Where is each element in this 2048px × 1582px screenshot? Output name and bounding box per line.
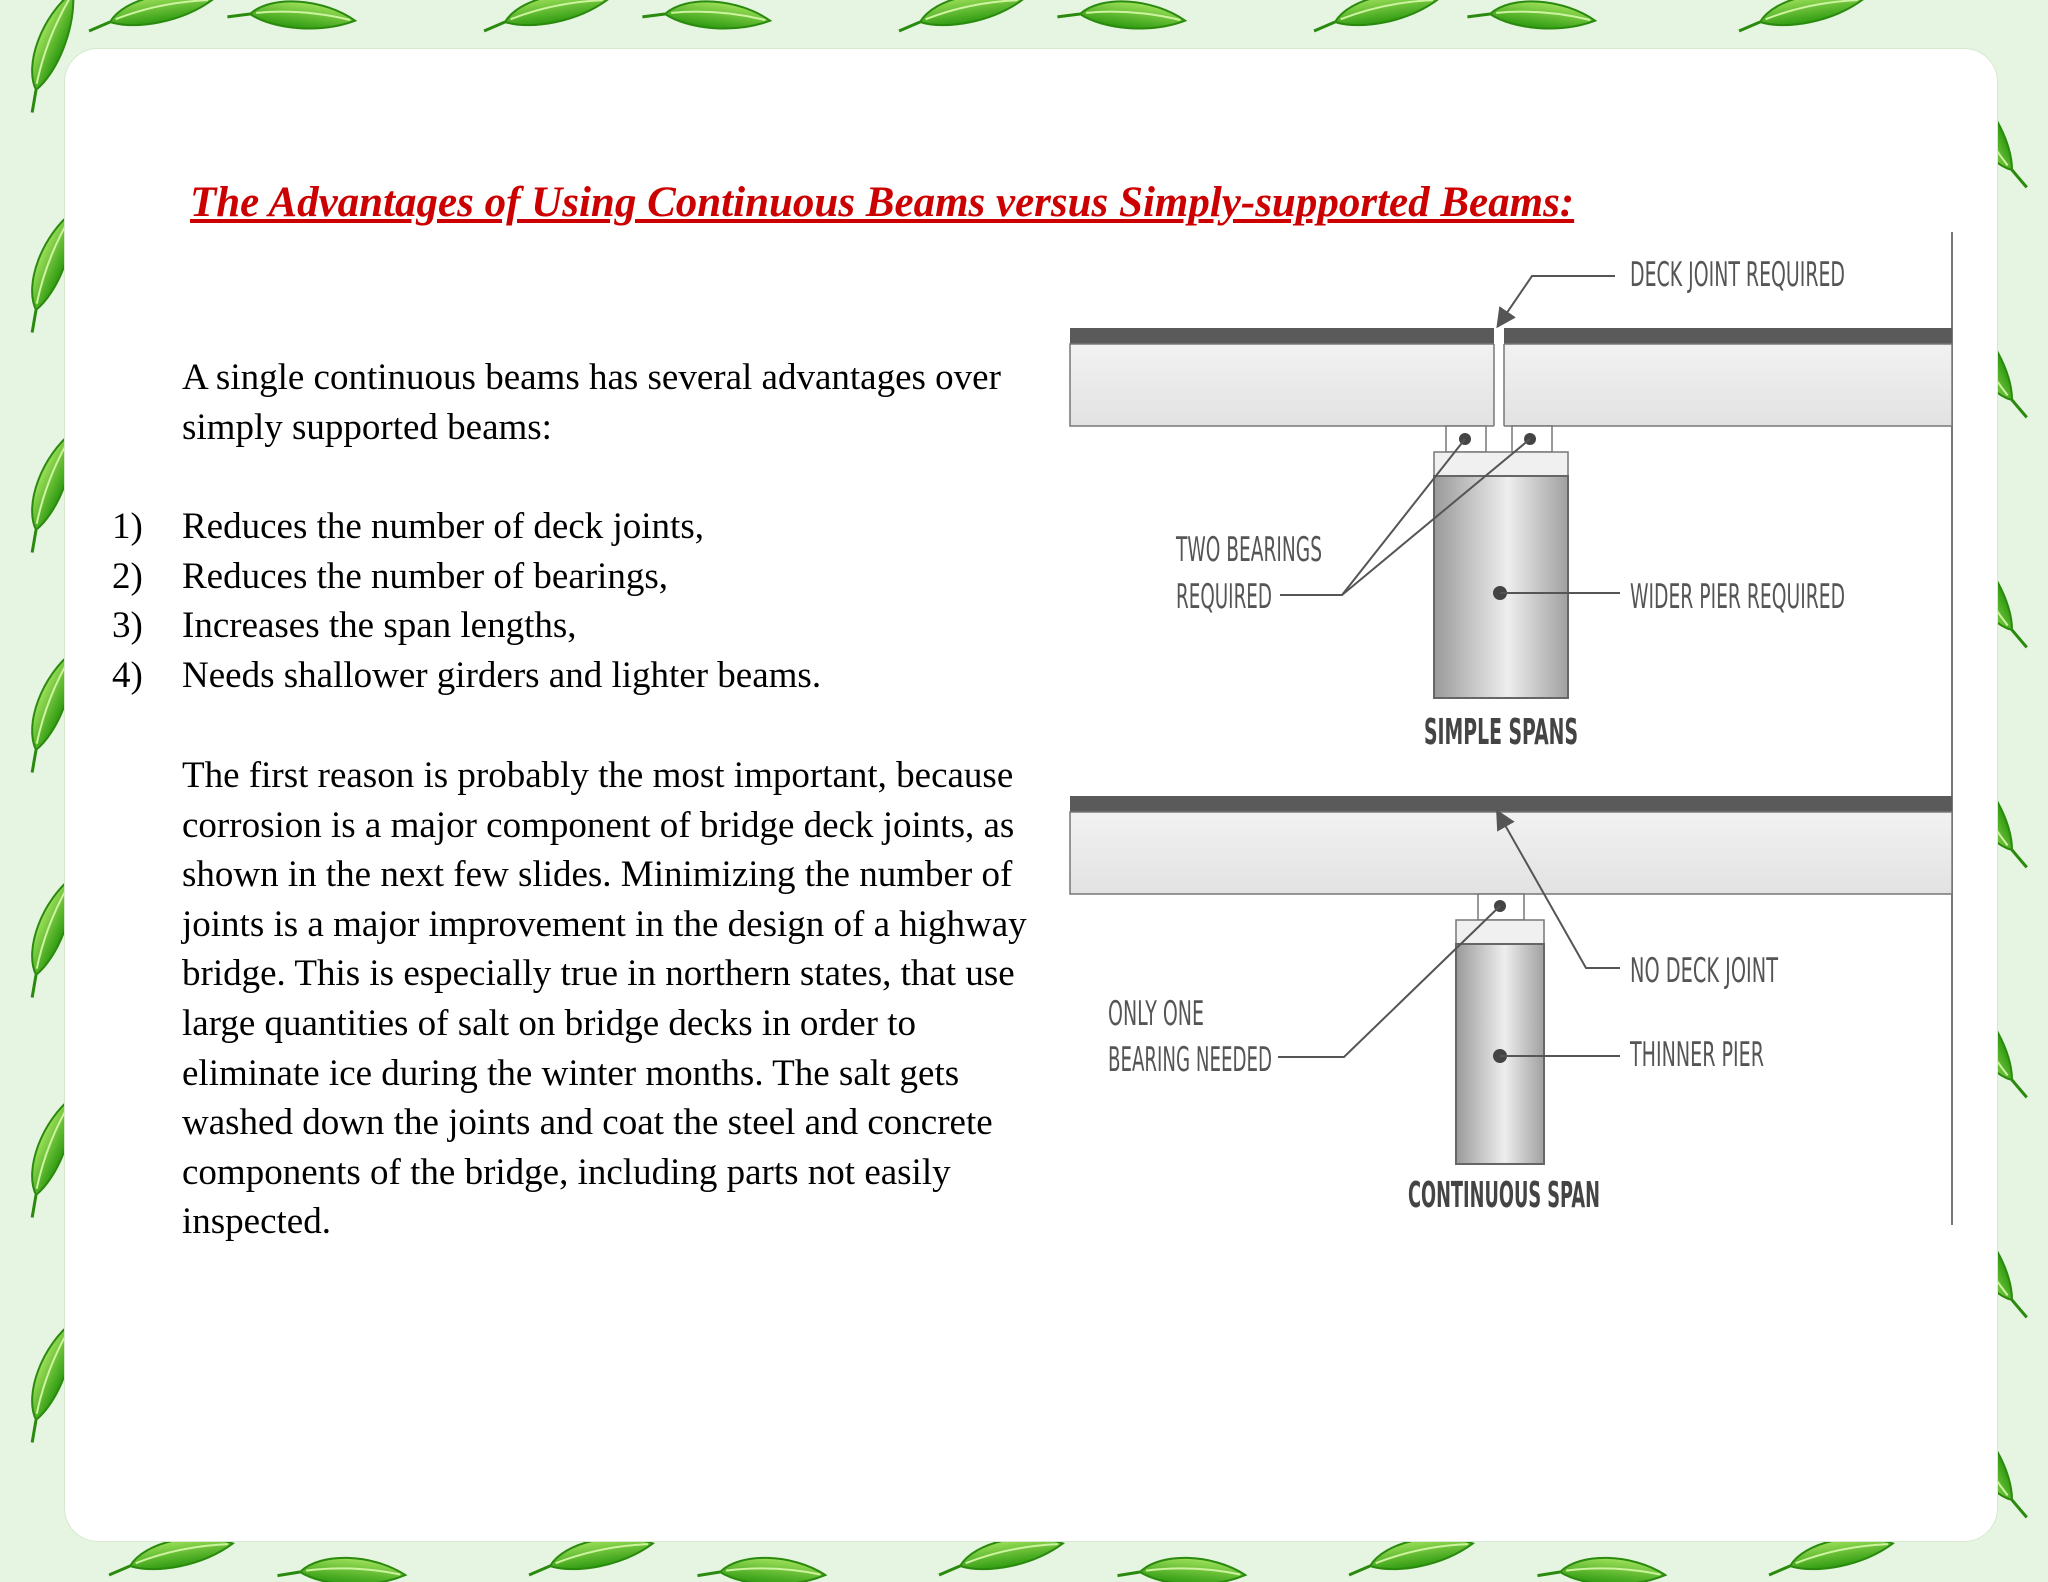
- no-deck-joint-label: NO DECK JOINT: [1630, 951, 1779, 991]
- intro-paragraph: A single continuous beams has several advantages over simply supported beams:: [182, 357, 1001, 448]
- advantage-text: Needs shallower girders and lighter beams.: [182, 654, 822, 696]
- simple-spans-caption: SIMPLE SPANS: [1424, 712, 1578, 753]
- continuous-span-caption: CONTINUOUS SPAN: [1408, 1175, 1600, 1216]
- thinner-pier-label: THINNER PIER: [1629, 1035, 1764, 1075]
- bearing-needed-label: BEARING NEEDED: [1108, 1040, 1272, 1080]
- simple-spans-diagram: [1070, 255, 1952, 753]
- advantage-number: 1): [112, 506, 143, 547]
- deck-joint-leader: [1502, 276, 1615, 320]
- deck-joint-gap: [1494, 326, 1504, 428]
- continuous-deck-surface: [1070, 796, 1952, 812]
- deck-joint-required-label: DECK JOINT REQUIRED: [1630, 255, 1845, 295]
- advantage-text: Increases the span lengths,: [182, 605, 577, 647]
- body-paragraph: The first reason is probably the most important, because corrosion is a major component of bridge deck joints, as shown in the next few slides. Minimizing the number of joints is a major improvement in the design of a highway bridge. This is especially true in northern states, that use large quantities of salt on bridge decks in order to eliminate ice during the winter months. The salt gets washed down the joints and coat the steel and concrete components of the bridge, including parts not easily inspected.: [182, 755, 1027, 1243]
- simple-deck-surface: [1070, 328, 1952, 344]
- required-label: REQUIRED: [1176, 577, 1272, 617]
- advantage-number: 3): [112, 605, 143, 647]
- advantage-text: Reduces the number of bearings,: [182, 555, 668, 597]
- simple-deck-slab: [1070, 344, 1952, 426]
- only-one-label: ONLY ONE: [1108, 994, 1204, 1034]
- slide-title: The Advantages of Using Continuous Beams versus Simply-supported Beams:: [190, 179, 1575, 226]
- wider-pier-label: WIDER PIER REQUIRED: [1630, 577, 1845, 617]
- continuous-deck-slab: [1070, 812, 1952, 894]
- continuous-span-diagram: [1070, 796, 1952, 1216]
- continuous-pier-cap: [1456, 920, 1544, 944]
- two-bearings-label: TWO BEARINGS: [1175, 530, 1322, 570]
- advantage-number: 4): [112, 654, 143, 696]
- advantage-number: 2): [112, 555, 143, 597]
- advantage-text: Reduces the number of deck joints,: [182, 506, 704, 547]
